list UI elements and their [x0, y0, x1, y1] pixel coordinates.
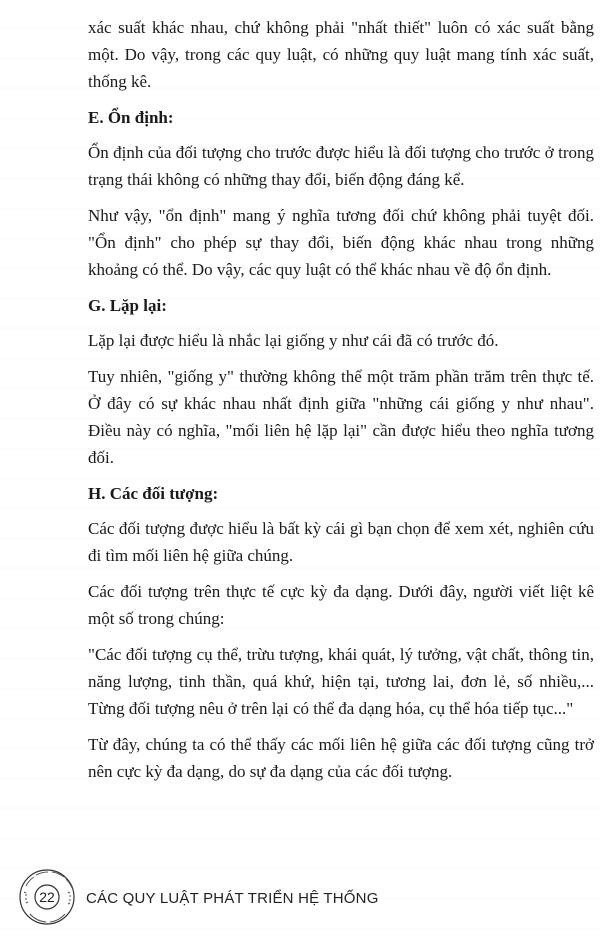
paragraph-stability-relative: Như vậy, "ổn định" mang ý nghĩa tương đối chứ không phải tuyệt đối. "Ổn định" cho phép sự thay đổi, biến động khác nhau trong những khoảng có thể. Do vậy, các quy luật có thể khác nhau về độ ổn định. — [88, 206, 594, 279]
paragraph-stability-definition: Ổn định của đối tượng cho trước được hiểu là đối tượng cho trước ở trong trạng thái không có những thay đổi, biến động đáng kể. — [88, 143, 594, 189]
page-number: 22 — [39, 889, 55, 905]
page-footer — [14, 866, 594, 932]
paragraph-objects-diversity: Các đối tượng trên thực tế cực kỳ đa dạng. Dưới đây, người viết liệt kê một số trong chúng: — [88, 582, 594, 628]
paragraph-probability: xác suất khác nhau, chứ không phải "nhất thiết" luôn có xác suất bằng một. Do vậy, trong các quy luật, có những quy luật mang tính xác suất, thống kê. — [88, 18, 594, 91]
page-body — [88, 14, 594, 794]
paragraph-objects-definition: Các đối tượng được hiểu là bất kỳ cái gì bạn chọn để xem xét, nghiên cứu đi tìm mối liên hệ giữa chúng. — [88, 519, 594, 565]
paragraph-relations-diversity: Từ đây, chúng ta có thể thấy các mối liên hệ giữa các đối tượng cũng trở nên cực kỳ đa dạng, do sự đa dạng của các đối tượng. — [88, 735, 594, 781]
running-title: CÁC QUY LUẬT PHÁT TRIỂN HỆ THỐNG — [86, 890, 379, 907]
heading-objects: H. Các đối tượng: — [88, 484, 219, 503]
paragraph-repetition-definition: Lặp lại được hiểu là nhắc lại giống y như cái đã có trước đó. — [88, 331, 499, 350]
quote-objects-list: "Các đối tượng cụ thể, trừu tượng, khái quát, lý tưởng, vật chất, thông tin, năng lượng, tinh thần, quá khứ, hiện tại, tương lai, đơn lẻ, số nhiều,... Từng đối tượng nêu ở trên lại có thể đa dạng hóa, cụ thể hóa tiếp tục..." — [88, 645, 594, 718]
heading-stability: E. Ổn định: — [88, 108, 174, 127]
paragraph-repetition-relative: Tuy nhiên, "giống y" thường không thể một trăm phần trăm trên thực tế. Ở đây có sự khác nhau nhất định giữa "những cái giống y như nhau". Điều này có nghĩa, "mối liên hệ lặp lại" cần được hiểu theo nghĩa tương đối. — [88, 367, 594, 467]
heading-repetition: G. Lặp lại: — [88, 296, 167, 315]
